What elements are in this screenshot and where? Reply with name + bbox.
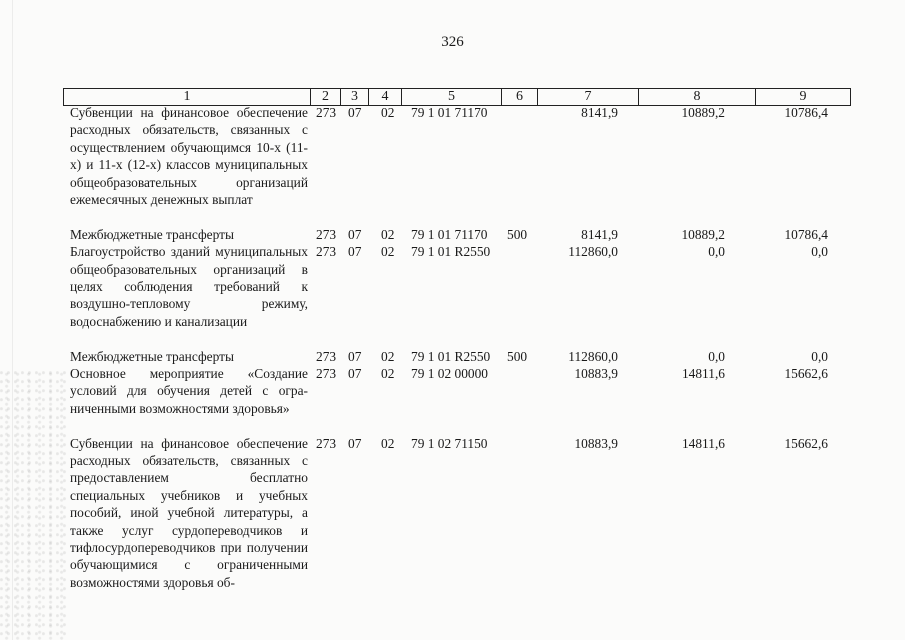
table-body — [0, 104, 905, 591]
cell-section: 07 — [348, 244, 362, 260]
cell-amount-year1: 8141,9 — [581, 226, 618, 242]
cell-admin-code: 273 — [316, 226, 337, 242]
cell-amount-year2: 10889,2 — [681, 226, 725, 242]
cell-amount-year3: 15662,6 — [784, 435, 828, 451]
cell-amount-year2: 0,0 — [708, 244, 725, 260]
header-col-6: 6 — [502, 89, 538, 105]
cell-section: 07 — [348, 365, 362, 381]
cell-amount-year2: 14811,6 — [681, 365, 725, 381]
cell-amount-year1: 112860,0 — [568, 244, 618, 260]
table-row — [0, 348, 905, 365]
cell-subsection: 02 — [381, 365, 395, 381]
cell-section: 07 — [348, 348, 362, 364]
row-name: Субвенции на финансовое обеспечение расходных обязательств, связанных с предоставлением бесплатно специальных учебников и учебных пособий, иной учебной литературы, а также услуг сурдопереводчиков и тифлосурдопереводчиков при получении обучающимися с ограниченными возможностями здоровья об- — [70, 435, 308, 590]
cell-amount-year1: 8141,9 — [581, 105, 618, 120]
cell-expense-type: 500 — [507, 226, 528, 242]
header-col-5: 5 — [402, 89, 502, 105]
cell-expense-type: 500 — [507, 348, 528, 364]
cell-amount-year1: 10883,9 — [574, 435, 618, 451]
cell-subsection: 02 — [381, 244, 395, 260]
header-col-4: 4 — [369, 89, 402, 105]
header-col-3: 3 — [341, 89, 369, 105]
cell-amount-year1: 10883,9 — [574, 365, 618, 381]
row-name: Субвенции на финансовое обеспечение расходных обязательств, связанных с осуществлением обучающимся 10-х (11-х) и 11-х (12-х) классов муниципальных общеобразовательных организаций ежемесячных денежных выплат — [70, 105, 308, 208]
cell-subsection: 02 — [381, 348, 395, 364]
cell-target-article: 79 1 01 71170 — [411, 226, 488, 242]
cell-amount-year3: 15662,6 — [784, 365, 828, 381]
row-name: Основное мероприятие «Создание условий для обучения детей с ограниченными возможностями здоровья» — [70, 365, 308, 416]
cell-target-article: 79 1 02 71150 — [411, 435, 488, 451]
table-row — [0, 226, 905, 243]
cell-admin-code: 273 — [316, 348, 337, 364]
cell-amount-year3: 0,0 — [811, 244, 828, 260]
cell-target-article: 79 1 01 71170 — [411, 105, 488, 120]
cell-admin-code: 273 — [316, 105, 337, 120]
cell-amount-year1: 112860,0 — [568, 348, 618, 364]
table-row — [0, 104, 905, 226]
cell-amount-year3: 0,0 — [811, 348, 828, 364]
cell-subsection: 02 — [381, 435, 395, 451]
cell-section: 07 — [348, 435, 362, 451]
header-col-7: 7 — [538, 89, 639, 105]
page-number: 326 — [441, 34, 464, 50]
table-row — [0, 243, 905, 347]
header-col-9: 9 — [799, 89, 807, 104]
table-row — [0, 365, 905, 435]
table-row — [0, 435, 905, 592]
cell-admin-code: 273 — [316, 365, 337, 381]
cell-section: 07 — [348, 105, 362, 120]
cell-admin-code: 273 — [316, 435, 337, 451]
header-col-1: 1 — [64, 89, 311, 105]
row-name: Благоустройство зданий муниципальных общеобразовательных организаций в целях соблюдения требований к воздушно-тепловому режиму, водоснабжению и канализации — [70, 244, 308, 329]
cell-amount-year2: 0,0 — [708, 348, 725, 364]
cell-target-article: 79 1 01 R2550 — [411, 244, 491, 260]
cell-subsection: 02 — [381, 226, 395, 242]
header-col-8: 8 — [639, 89, 756, 105]
cell-amount-year3: 10786,4 — [784, 105, 828, 120]
cell-amount-year2: 14811,6 — [681, 435, 725, 451]
header-col-2: 2 — [311, 89, 341, 105]
row-name: Межбюджетные трансферты — [70, 348, 234, 364]
cell-admin-code: 273 — [316, 244, 337, 260]
cell-amount-year2: 10889,2 — [681, 105, 725, 120]
cell-amount-year3: 10786,4 — [784, 226, 828, 242]
row-name: Межбюджетные трансферты — [70, 226, 234, 242]
cell-target-article: 79 1 02 00000 — [411, 365, 488, 381]
cell-subsection: 02 — [381, 105, 395, 120]
cell-target-article: 79 1 01 R2550 — [411, 348, 491, 364]
cell-section: 07 — [348, 226, 362, 242]
